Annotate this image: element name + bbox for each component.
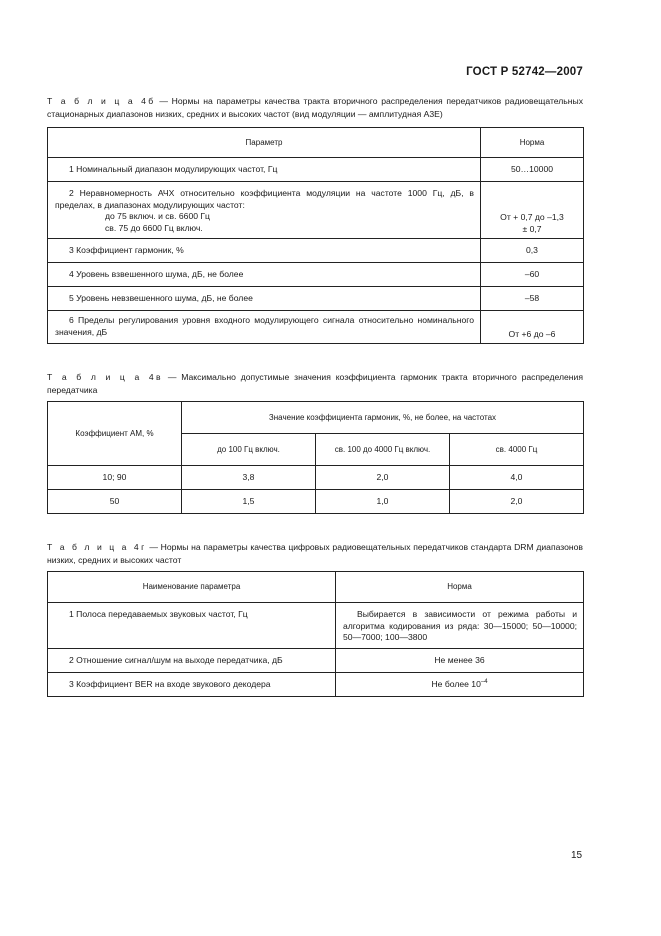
norm-exponent: –4	[480, 678, 488, 685]
table-4b-title: — Нормы на параметры качества тракта вторичного распределения передатчиков радиовещательных стационарных диапазонов низких, средних и высоких частот (вид модуляции — амплитудная А3Е)	[47, 96, 583, 119]
column-header-parameter-name: Наименование параметра	[48, 572, 336, 603]
table-4v	[47, 401, 584, 514]
norm-cell: Не менее 36	[336, 649, 584, 673]
table-4v-caption	[47, 371, 583, 396]
norm-cell	[481, 182, 584, 239]
table-row	[48, 263, 584, 287]
table-4b-caption	[47, 95, 583, 120]
parameter-cell: 6 Пределы регулирования уровня входного модулирующего сигнала относительно номинального значения, дБ	[48, 311, 481, 344]
norm-cell: От +6 до –6	[481, 311, 584, 344]
norm-cell: –60	[481, 263, 584, 287]
value-cell: 2,0	[316, 466, 450, 490]
table-header-row	[48, 402, 584, 434]
table-row	[48, 311, 584, 344]
parameter-cell: 1 Номинальный диапазон модулирующих частот, Гц	[48, 158, 481, 182]
norm-base: Не более 10	[431, 678, 481, 689]
column-header-norm: Норма	[481, 128, 584, 158]
norm-value-2: ± 0,7	[522, 223, 542, 234]
norm-cell: 0,3	[481, 239, 584, 263]
value-cell: 3,8	[182, 466, 316, 490]
norm-cell: –58	[481, 287, 584, 311]
parameter-cell: 1 Полоса передаваемых звуковых частот, Гц	[48, 603, 336, 649]
table-row	[48, 158, 584, 182]
table-row	[48, 466, 584, 490]
table-4g-caption	[47, 541, 583, 566]
parameter-text: 2 Неравномерность АЧХ относительно коэффициента модуляции на частоте 1000 Гц, дБ, в пределах, в диапазонах модулирующих частот:	[55, 188, 474, 210]
parameter-cell: 2 Отношение сигнал/шум на выходе передатчика, дБ	[48, 649, 336, 673]
am-cell: 10; 90	[48, 466, 182, 490]
column-header-parameter: Параметр	[48, 128, 481, 158]
parameter-cell: 5 Уровень невзвешенного шума, дБ, не более	[48, 287, 481, 311]
table-4v-label: Т а б л и ц а 4в	[47, 372, 163, 382]
value-cell: 1,5	[182, 490, 316, 514]
parameter-cell	[48, 182, 481, 239]
norm-cell: 50…10000	[481, 158, 584, 182]
parameter-cell: 3 Коэффициент гармоник, %	[48, 239, 481, 263]
parameter-cell: 4 Уровень взвешенного шума, дБ, не более	[48, 263, 481, 287]
parameter-cell: 3 Коэффициент BER на входе звукового декодера	[48, 673, 336, 697]
norm-cell: Выбирается в зависимости от режима работы и алгоритма кодирования из ряда: 30—15000; 50—10000; 50—7000; 100—3800	[336, 603, 584, 649]
norm-value-1: От + 0,7 до –1,3	[500, 212, 564, 222]
sub-range-2: св. 75 до 6600 Гц включ.	[105, 222, 203, 233]
column-header-freq-1: до 100 Гц включ.	[182, 434, 316, 466]
value-cell: 2,0	[450, 490, 584, 514]
standard-designation: ГОСТ Р 52742—2007	[466, 66, 583, 78]
table-row	[48, 603, 584, 649]
table-4v-title: — Максимально допустимые значения коэффициента гармоник тракта вторичного распределения передатчика	[47, 372, 583, 395]
table-row	[48, 239, 584, 263]
table-4b	[47, 127, 584, 344]
value-cell: 4,0	[450, 466, 584, 490]
table-4b-label: Т а б л и ц а 4б	[47, 96, 156, 106]
column-header-group: Значение коэффициента гармоник, %, не более, на частотах	[182, 402, 584, 434]
table-row	[48, 673, 584, 697]
sub-range-1: до 75 включ. и св. 6600 Гц	[105, 211, 210, 221]
table-4g-title: — Нормы на параметры качества цифровых радиовещательных передатчиков стандарта DRM диапазонов низких, средних и высоких частот	[47, 542, 583, 565]
table-row	[48, 287, 584, 311]
table-header-row	[48, 128, 584, 158]
table-header-row	[48, 572, 584, 603]
table-row	[48, 182, 584, 239]
norm-cell	[336, 673, 584, 697]
column-header-freq-2: св. 100 до 4000 Гц включ.	[316, 434, 450, 466]
table-row	[48, 649, 584, 673]
column-header-norm: Норма	[336, 572, 584, 603]
value-cell: 1,0	[316, 490, 450, 514]
page-number: 15	[571, 850, 583, 861]
table-row	[48, 490, 584, 514]
column-header-freq-3: св. 4000 Гц	[450, 434, 584, 466]
table-4g-label: Т а б л и ц а 4г	[47, 542, 147, 552]
column-header-am-coefficient: Коэффициент АМ, %	[48, 402, 182, 466]
table-4g	[47, 571, 584, 697]
am-cell: 50	[48, 490, 182, 514]
